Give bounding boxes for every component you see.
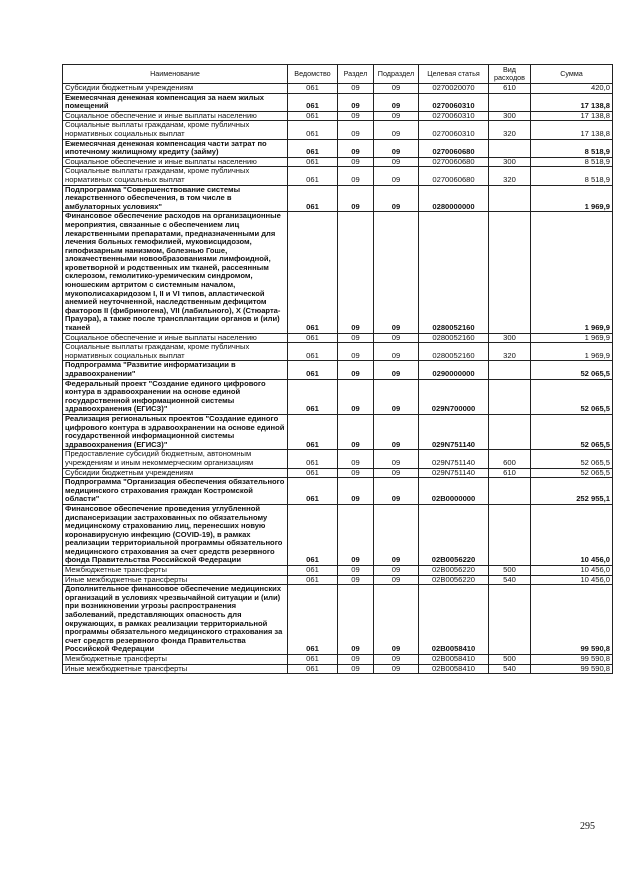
cell-vid-rashodov: 540	[489, 664, 531, 674]
cell-vedomstvo: 061	[288, 121, 338, 139]
cell-razdel: 09	[338, 414, 374, 449]
cell-podrazdel: 09	[374, 379, 419, 414]
cell-razdel: 09	[338, 478, 374, 505]
table-row	[63, 468, 613, 478]
cell-name: Межбюджетные трансферты	[63, 655, 288, 665]
cell-name: Финансовое обеспечение проведения углубленной диспансеризации застрахованных по обязательному медицинскому страхованию лиц, перенесших новую коронавирусную инфекцию (COVID-19), в рамках реализации территориальной программы обязательного медицинского страхования за счет средств резервного фонда Правительства Российской Федерации	[63, 504, 288, 565]
table-row	[63, 167, 613, 185]
header-vedomstvo: Ведомство	[288, 65, 338, 84]
cell-vid-rashodov: 300	[489, 333, 531, 343]
cell-vid-rashodov	[489, 93, 531, 111]
table-row	[63, 361, 613, 379]
cell-name: Межбюджетные трансферты	[63, 566, 288, 576]
cell-summa: 17 138,8	[531, 111, 613, 121]
header-vid-rashodov: Вид расходов	[489, 65, 531, 84]
cell-summa: 99 590,8	[531, 664, 613, 674]
cell-vedomstvo: 061	[288, 655, 338, 665]
cell-celevaya-statya: 0290000000	[419, 361, 489, 379]
cell-name: Подпрограмма "Развитие информатизации в здравоохранении"	[63, 361, 288, 379]
table-row	[63, 664, 613, 674]
budget-table-container	[62, 64, 612, 674]
cell-podrazdel: 09	[374, 450, 419, 468]
table-row	[63, 157, 613, 167]
cell-summa: 10 456,0	[531, 566, 613, 576]
cell-razdel: 09	[338, 664, 374, 674]
table-row	[63, 585, 613, 655]
cell-celevaya-statya: 0270060680	[419, 139, 489, 157]
cell-vedomstvo: 061	[288, 585, 338, 655]
cell-vid-rashodov: 600	[489, 450, 531, 468]
header-razdel: Раздел	[338, 65, 374, 84]
cell-razdel: 09	[338, 566, 374, 576]
cell-razdel: 09	[338, 575, 374, 585]
table-row	[63, 84, 613, 94]
cell-summa: 17 138,8	[531, 93, 613, 111]
cell-summa: 52 065,5	[531, 468, 613, 478]
cell-summa: 8 518,9	[531, 139, 613, 157]
cell-vid-rashodov: 320	[489, 343, 531, 361]
cell-vid-rashodov	[489, 361, 531, 379]
cell-name: Социальное обеспечение и иные выплаты населению	[63, 333, 288, 343]
cell-razdel: 09	[338, 585, 374, 655]
cell-celevaya-statya: 0270060310	[419, 111, 489, 121]
cell-vid-rashodov	[489, 585, 531, 655]
cell-podrazdel: 09	[374, 585, 419, 655]
cell-podrazdel: 09	[374, 575, 419, 585]
cell-vid-rashodov: 320	[489, 167, 531, 185]
cell-celevaya-statya: 02B0058410	[419, 664, 489, 674]
cell-vedomstvo: 061	[288, 414, 338, 449]
cell-summa: 8 518,9	[531, 157, 613, 167]
cell-summa: 1 969,9	[531, 343, 613, 361]
cell-summa: 1 969,9	[531, 185, 613, 212]
table-row	[63, 121, 613, 139]
cell-razdel: 09	[338, 157, 374, 167]
table-row	[63, 139, 613, 157]
cell-name: Федеральный проект "Создание единого цифрового контура в здравоохранении на основе единой государственной информационной системы здравоохранения (ЕГИСЗ)"	[63, 379, 288, 414]
budget-table	[62, 64, 613, 674]
cell-summa: 52 065,5	[531, 414, 613, 449]
cell-vid-rashodov: 500	[489, 566, 531, 576]
cell-vedomstvo: 061	[288, 361, 338, 379]
cell-name: Социальное обеспечение и иные выплаты населению	[63, 157, 288, 167]
cell-razdel: 09	[338, 185, 374, 212]
cell-vedomstvo: 061	[288, 450, 338, 468]
cell-celevaya-statya: 02B0000000	[419, 478, 489, 505]
page-number: 295	[580, 821, 595, 832]
cell-summa: 99 590,8	[531, 655, 613, 665]
cell-vid-rashodov: 320	[489, 121, 531, 139]
cell-vedomstvo: 061	[288, 478, 338, 505]
header-podrazdel: Подраздел	[374, 65, 419, 84]
cell-vedomstvo: 061	[288, 504, 338, 565]
table-row	[63, 111, 613, 121]
cell-celevaya-statya: 02B0056220	[419, 504, 489, 565]
cell-podrazdel: 09	[374, 333, 419, 343]
cell-razdel: 09	[338, 361, 374, 379]
table-row	[63, 185, 613, 212]
cell-name: Социальные выплаты гражданам, кроме публичных нормативных социальных выплат	[63, 121, 288, 139]
cell-razdel: 09	[338, 450, 374, 468]
table-body	[63, 84, 613, 674]
cell-summa: 8 518,9	[531, 167, 613, 185]
cell-vid-rashodov: 540	[489, 575, 531, 585]
cell-name: Социальные выплаты гражданам, кроме публичных нормативных социальных выплат	[63, 343, 288, 361]
cell-podrazdel: 09	[374, 343, 419, 361]
cell-summa: 99 590,8	[531, 585, 613, 655]
table-row	[63, 333, 613, 343]
cell-razdel: 09	[338, 167, 374, 185]
cell-razdel: 09	[338, 84, 374, 94]
table-header-row	[63, 65, 613, 84]
table-row	[63, 478, 613, 505]
cell-podrazdel: 09	[374, 655, 419, 665]
cell-podrazdel: 09	[374, 468, 419, 478]
cell-podrazdel: 09	[374, 84, 419, 94]
cell-vedomstvo: 061	[288, 566, 338, 576]
cell-podrazdel: 09	[374, 185, 419, 212]
table-row	[63, 414, 613, 449]
cell-celevaya-statya: 029N751140	[419, 414, 489, 449]
cell-name: Ежемесячная денежная компенсация за наем жилых помещений	[63, 93, 288, 111]
cell-vedomstvo: 061	[288, 343, 338, 361]
cell-vedomstvo: 061	[288, 139, 338, 157]
cell-vid-rashodov	[489, 414, 531, 449]
cell-vid-rashodov: 500	[489, 655, 531, 665]
header-name: Наименование	[63, 65, 288, 84]
cell-summa: 1 969,9	[531, 212, 613, 333]
table-row	[63, 379, 613, 414]
table-row	[63, 575, 613, 585]
cell-celevaya-statya: 0280000000	[419, 185, 489, 212]
cell-vid-rashodov: 300	[489, 157, 531, 167]
cell-vid-rashodov	[489, 379, 531, 414]
cell-vedomstvo: 061	[288, 185, 338, 212]
cell-razdel: 09	[338, 379, 374, 414]
cell-celevaya-statya: 02B0058410	[419, 655, 489, 665]
cell-vedomstvo: 061	[288, 664, 338, 674]
cell-celevaya-statya: 0270060310	[419, 121, 489, 139]
cell-podrazdel: 09	[374, 566, 419, 576]
cell-vid-rashodov	[489, 185, 531, 212]
cell-podrazdel: 09	[374, 139, 419, 157]
cell-celevaya-statya: 0280052160	[419, 212, 489, 333]
cell-summa: 52 065,5	[531, 450, 613, 468]
cell-celevaya-statya: 029N751140	[419, 450, 489, 468]
cell-razdel: 09	[338, 139, 374, 157]
cell-vid-rashodov: 610	[489, 468, 531, 478]
cell-podrazdel: 09	[374, 478, 419, 505]
cell-celevaya-statya: 02B0056220	[419, 566, 489, 576]
cell-razdel: 09	[338, 504, 374, 565]
cell-celevaya-statya: 029N751140	[419, 468, 489, 478]
cell-name: Реализация региональных проектов "Создание единого цифрового контура в здравоохранении на основе единой государственной информационной системы здравоохранения (ЕГИСЗ)"	[63, 414, 288, 449]
cell-razdel: 09	[338, 343, 374, 361]
cell-podrazdel: 09	[374, 664, 419, 674]
cell-summa: 52 065,5	[531, 361, 613, 379]
cell-vid-rashodov	[489, 139, 531, 157]
cell-celevaya-statya: 0270060680	[419, 167, 489, 185]
cell-summa: 10 456,0	[531, 575, 613, 585]
cell-razdel: 09	[338, 655, 374, 665]
table-row	[63, 212, 613, 333]
cell-razdel: 09	[338, 212, 374, 333]
table-row	[63, 93, 613, 111]
cell-podrazdel: 09	[374, 504, 419, 565]
cell-name: Финансовое обеспечение расходов на организационные мероприятия, связанные с обеспечением лиц лекарственными препаратами, предназначенными для лечения больных гемофилией, муковисцидозом, гипофизарным нанизмом, болезнью Гоше, злокачественными новообразованиями лимфоидной, кроветворной и родственных им тканей, рассеянным склерозом, гемолитико-уремическим синдромом, юношеским артритом с системным началом, мукополисахаридозом I, II и VI типов, апластической анемией неуточненной, наследственным дефицитом факторов II (фибриногена), VII (лабильного), X (Стюарта-Прауэра), а также после трансплантации органов и (или) тканей	[63, 212, 288, 333]
cell-summa: 252 955,1	[531, 478, 613, 505]
cell-summa: 17 138,8	[531, 121, 613, 139]
cell-name: Предоставление субсидий бюджетным, автономным учреждениям и иным некоммерческим организациям	[63, 450, 288, 468]
table-row	[63, 504, 613, 565]
cell-vedomstvo: 061	[288, 84, 338, 94]
cell-celevaya-statya: 02B0056220	[419, 575, 489, 585]
table-row	[63, 566, 613, 576]
cell-celevaya-statya: 029N700000	[419, 379, 489, 414]
cell-vedomstvo: 061	[288, 379, 338, 414]
table-row	[63, 343, 613, 361]
cell-vedomstvo: 061	[288, 157, 338, 167]
cell-podrazdel: 09	[374, 157, 419, 167]
cell-summa: 420,0	[531, 84, 613, 94]
cell-name: Субсидии бюджетным учреждениям	[63, 468, 288, 478]
cell-vedomstvo: 061	[288, 93, 338, 111]
cell-name: Социальные выплаты гражданам, кроме публичных нормативных социальных выплат	[63, 167, 288, 185]
cell-podrazdel: 09	[374, 167, 419, 185]
cell-podrazdel: 09	[374, 212, 419, 333]
cell-name: Иные межбюджетные трансферты	[63, 575, 288, 585]
cell-vedomstvo: 061	[288, 575, 338, 585]
header-celevaya-statya: Целевая статья	[419, 65, 489, 84]
cell-vid-rashodov	[489, 212, 531, 333]
cell-name: Ежемесячная денежная компенсация части затрат по ипотечному жилищному кредиту (займу)	[63, 139, 288, 157]
cell-podrazdel: 09	[374, 121, 419, 139]
cell-razdel: 09	[338, 111, 374, 121]
table-row	[63, 655, 613, 665]
cell-name: Субсидии бюджетным учреждениям	[63, 84, 288, 94]
header-summa: Сумма	[531, 65, 613, 84]
cell-podrazdel: 09	[374, 361, 419, 379]
cell-vid-rashodov	[489, 478, 531, 505]
cell-name: Дополнительное финансовое обеспечение медицинских организаций в условиях чрезвычайной ситуации и (или) при возникновении угрозы распространения заболеваний, представляющих опасность для окружающих, в рамках реализации территориальной программы обязательного медицинского страхования за счет средств резервного фонда Правительства Российской Федерации	[63, 585, 288, 655]
cell-vid-rashodov: 610	[489, 84, 531, 94]
cell-podrazdel: 09	[374, 111, 419, 121]
cell-name: Подпрограмма "Совершенствование системы лекарственного обеспечения, в том числе в амбулаторных условиях"	[63, 185, 288, 212]
cell-celevaya-statya: 0270060680	[419, 157, 489, 167]
cell-summa: 10 456,0	[531, 504, 613, 565]
cell-razdel: 09	[338, 121, 374, 139]
cell-podrazdel: 09	[374, 414, 419, 449]
cell-celevaya-statya: 0270060310	[419, 93, 489, 111]
cell-razdel: 09	[338, 468, 374, 478]
cell-vedomstvo: 061	[288, 212, 338, 333]
cell-name: Иные межбюджетные трансферты	[63, 664, 288, 674]
cell-summa: 1 969,9	[531, 333, 613, 343]
cell-summa: 52 065,5	[531, 379, 613, 414]
cell-vid-rashodov	[489, 504, 531, 565]
cell-podrazdel: 09	[374, 93, 419, 111]
cell-vedomstvo: 061	[288, 111, 338, 121]
cell-vedomstvo: 061	[288, 468, 338, 478]
cell-celevaya-statya: 0280052160	[419, 343, 489, 361]
cell-razdel: 09	[338, 93, 374, 111]
cell-celevaya-statya: 02B0058410	[419, 585, 489, 655]
cell-celevaya-statya: 0280052160	[419, 333, 489, 343]
cell-name: Социальное обеспечение и иные выплаты населению	[63, 111, 288, 121]
cell-vid-rashodov: 300	[489, 111, 531, 121]
cell-razdel: 09	[338, 333, 374, 343]
cell-vedomstvo: 061	[288, 167, 338, 185]
cell-name: Подпрограмма "Организация обеспечения обязательного медицинского страхования граждан Костромской области"	[63, 478, 288, 505]
table-row	[63, 450, 613, 468]
cell-celevaya-statya: 0270020070	[419, 84, 489, 94]
cell-vedomstvo: 061	[288, 333, 338, 343]
